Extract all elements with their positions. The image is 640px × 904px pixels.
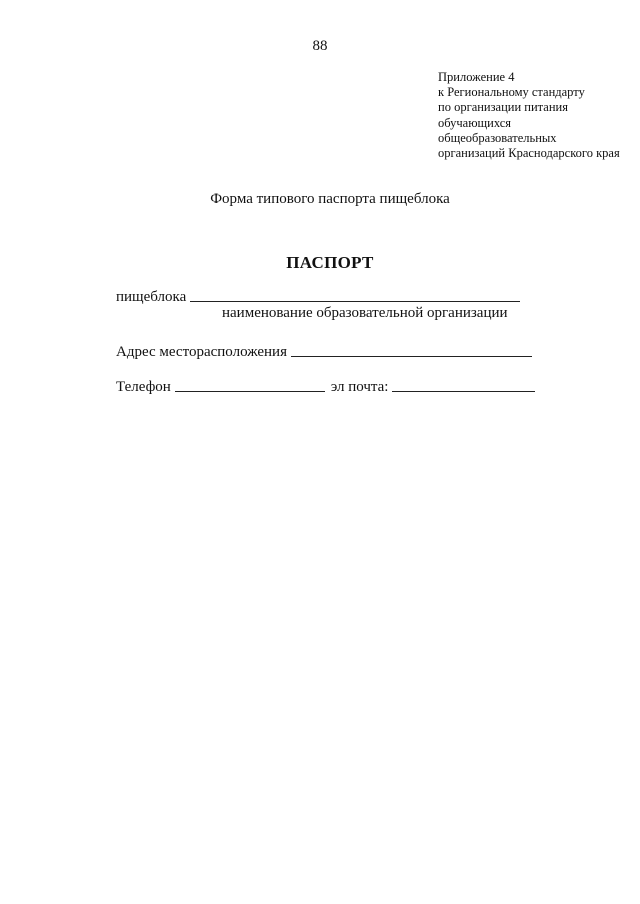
email-label: эл почта: [330, 379, 389, 395]
kitchen-field-caption: наименование образовательной организации [222, 305, 508, 321]
page-number: 88 [312, 38, 328, 54]
appendix-line: организаций Краснодарского края [438, 146, 620, 161]
email-blank[interactable] [392, 377, 535, 392]
kitchen-label: пищеблока [116, 289, 187, 305]
appendix-line: Приложение 4 [438, 70, 515, 84]
appendix-note [438, 70, 620, 161]
kitchen-name-blank[interactable] [190, 287, 520, 302]
address-blank[interactable] [291, 342, 532, 357]
kitchen-field-row [116, 286, 520, 306]
contact-field-row [116, 376, 535, 396]
address-field-row [116, 341, 532, 361]
phone-blank[interactable] [175, 377, 325, 392]
appendix-line: обучающихся [438, 115, 512, 130]
phone-label: Телефон [116, 379, 171, 395]
appendix-line: общеобразовательных [438, 130, 557, 145]
document-title: ПАСПОРТ [286, 253, 374, 272]
appendix-line: по организации питания [438, 100, 568, 115]
appendix-line: к Региональному стандарту [438, 85, 585, 100]
address-label: Адрес месторасположения [116, 344, 287, 360]
form-heading: Форма типового паспорта пищеблока [210, 191, 450, 207]
